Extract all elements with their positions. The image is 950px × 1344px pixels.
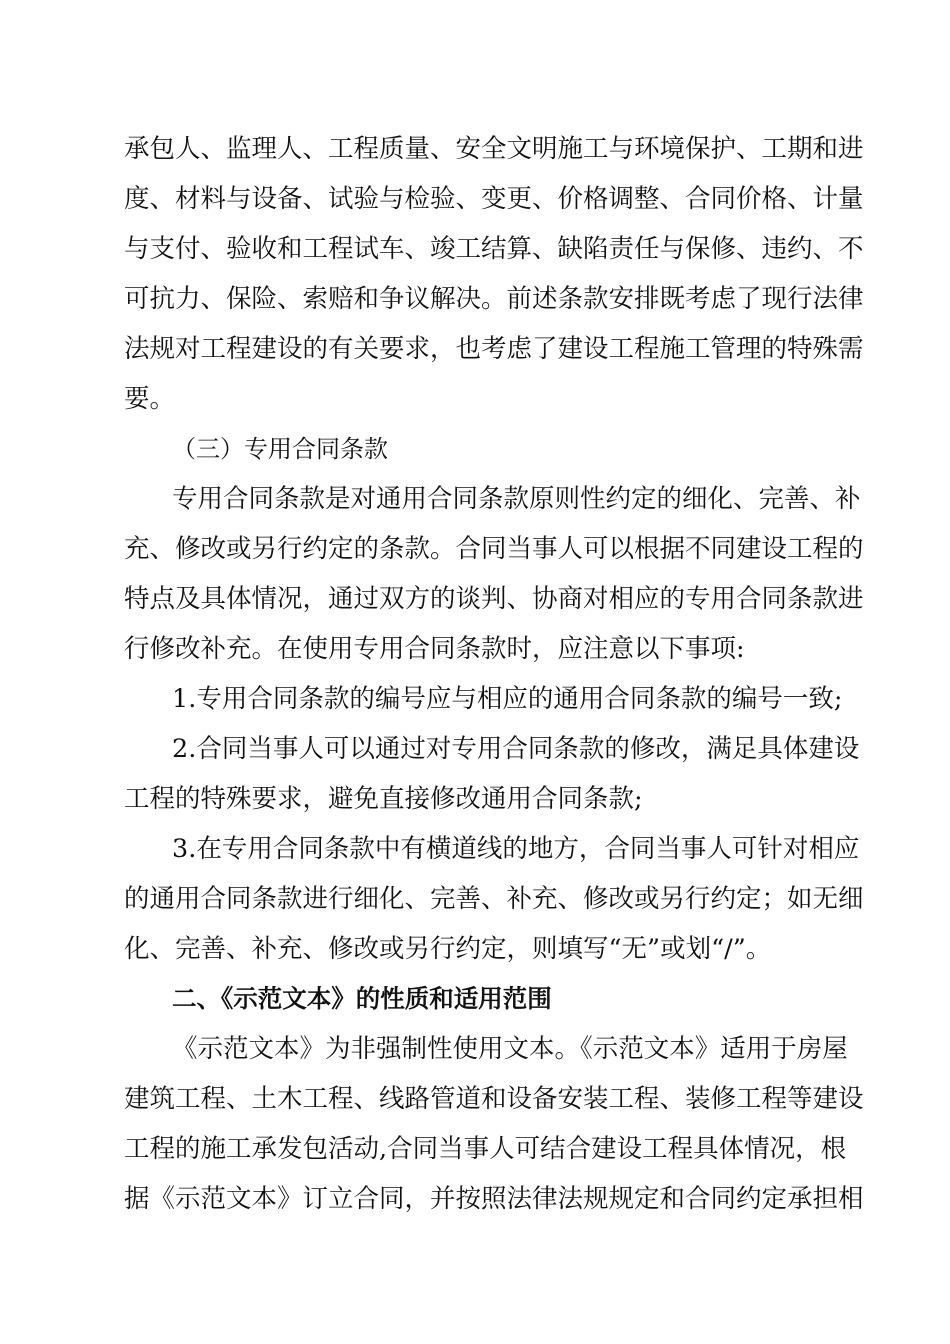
list-item-3: 3.在专用合同条款中有横道线的地方，合同当事人可针对相应: [172, 834, 860, 864]
paragraph-line: 承包人、监理人、工程质量、安全文明施工与环境保护、工期和进: [124, 134, 864, 164]
section-heading-special-terms: （三）专用合同条款: [172, 435, 388, 463]
paragraph-line: 特点及具体情况，通过双方的谈判、协商对相应的专用合同条款进: [124, 584, 864, 614]
paragraph-line: 充、修改或另行约定的条款。合同当事人可以根据不同建设工程的: [124, 534, 864, 564]
list-item-3-cont: 的通用合同条款进行细化、完善、补充、修改或另行约定；如无细: [124, 884, 864, 914]
paragraph-line: 据《示范文本》订立合同，并按照法律法规规定和合同约定承担相: [124, 1184, 864, 1214]
paragraph-line: 工程的施工承发包活动,合同当事人可结合建设工程具体情况，根: [124, 1134, 847, 1164]
paragraph-line: 专用合同条款是对通用合同条款原则性约定的细化、完善、补: [172, 484, 861, 514]
paragraph-line: 要。: [124, 384, 176, 414]
paragraph-line: 《示范文本》为非强制性使用文本。《示范文本》适用于房屋: [172, 1034, 848, 1064]
list-item-2-cont: 工程的特殊要求，避免直接修改通用合同条款;: [124, 784, 643, 814]
paragraph-line: 法规对工程建设的有关要求，也考虑了建设工程施工管理的特殊需: [124, 334, 864, 364]
paragraph-line: 可抗力、保险、索赔和争议解决。前述条款安排既考虑了现行法律: [124, 284, 864, 314]
paragraph-line: 行修改补充。在使用专用合同条款时，应注意以下事项:: [124, 634, 745, 664]
paragraph-line: 度、材料与设备、试验与检验、变更、价格调整、合同价格、计量: [124, 184, 864, 214]
paragraph-line: 与支付、验收和工程试车、竣工结算、缺陷责任与保修、违约、不: [124, 234, 864, 264]
paragraph-line: 建筑工程、土木工程、线路管道和设备安装工程、装修工程等建设: [124, 1084, 864, 1114]
list-item-3-cont: 化、完善、补充、修改或另行约定，则填写“无”或划“/”。: [124, 934, 772, 964]
list-item-2: 2.合同当事人可以通过对专用合同条款的修改，满足具体建设: [172, 734, 860, 764]
section-heading-nature-scope: 二、《示范文本》的性质和适用范围: [172, 984, 552, 1013]
list-item-1: 1.专用合同条款的编号应与相应的通用合同条款的编号一致;: [172, 684, 843, 714]
